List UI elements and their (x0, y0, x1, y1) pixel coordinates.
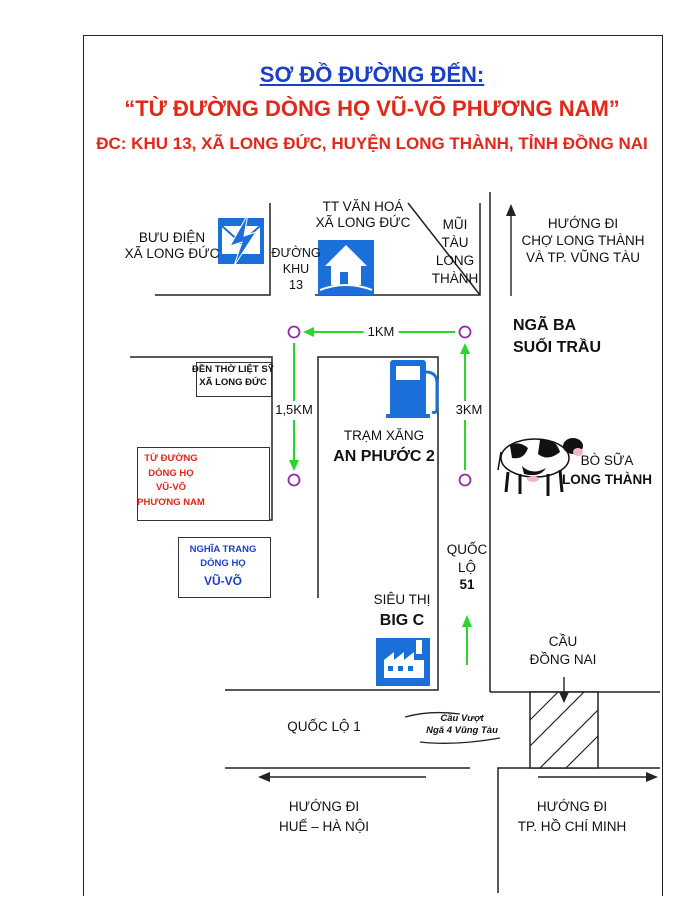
highway-51-label: QUỐC LỘ 51 (446, 542, 488, 593)
direction-west-label: HƯỚNG ĐI HUẾ – HÀ NỘI (278, 799, 370, 835)
mui-tau-label: MŨI TÀU LONG THÀNH (431, 217, 479, 286)
route-arrow-highway (462, 615, 472, 665)
memorial-label: ĐỀN THỜ LIỆT SỸ XÃ LONG ĐỨC (192, 364, 274, 388)
big-c-label: SIÊU THỊ BIG C (373, 592, 431, 629)
direction-north-label: HƯỚNG ĐI CHỢ LONG THÀNH VÀ TP. VŨNG TÀU (521, 216, 645, 265)
house-icon (318, 240, 374, 295)
dong-nai-bridge-label: CẦU ĐỒNG NAI (529, 634, 597, 667)
fuel-pump-icon (386, 360, 437, 418)
arrow-east (538, 772, 658, 782)
marker-bottom-right (460, 475, 471, 486)
marker-top-left (289, 327, 300, 338)
gas-station-label: TRẠM XĂNG AN PHƯỚC 2 (333, 428, 435, 465)
marker-top-right (460, 327, 471, 338)
cemetery-label: NGHĨA TRANG DÒNG HỌ VŨ-VÕ (189, 544, 257, 588)
dairy-label: BÒ SỮA LONG THÀNH (562, 453, 652, 487)
culture-center-label: TT VĂN HOÁ XÃ LONG ĐỨC (315, 199, 411, 230)
arrow-north (506, 204, 516, 296)
post-office-label: BƯU ĐIỆN XÃ LONG ĐỨC (124, 230, 220, 261)
marker-bottom-left (289, 475, 300, 486)
distance-left: 1,5KM (275, 401, 313, 420)
map-address: ĐC: KHU 13, XÃ LONG ĐỨC, HUYỆN LONG THÀNH, TỈNH ĐỒNG NAI (96, 134, 648, 153)
map-title: SƠ ĐỒ ĐƯỜNG ĐẾN: (259, 62, 485, 87)
arrow-west (258, 772, 426, 782)
mail-lightning-icon (218, 214, 264, 266)
bridge-hatch (530, 692, 598, 768)
ancestral-hall-label: TỪ ĐƯỜNG DÒNG HỌ VŨ-VÕ PHƯƠNG NAM (137, 453, 205, 509)
overpass-label: Cầu Vượt Ngã 4 Vũng Tàu (426, 713, 498, 736)
highway-1-label: QUỐC LỘ 1 (287, 719, 361, 734)
road-13-label: ĐƯỜNG KHU 13 (271, 246, 321, 292)
map-subtitle: “TỪ ĐƯỜNG DÒNG HỌ VŨ-VÕ PHƯƠNG NAM” (124, 96, 620, 121)
suoi-trau-label: NGÃ BA SUỐI TRẦU (513, 317, 601, 357)
factory-icon (376, 638, 430, 686)
distance-right: 3KM (456, 401, 483, 420)
distance-top: 1KM (364, 325, 399, 340)
direction-east-label: HƯỚNG ĐI TP. HỒ CHÍ MINH (517, 799, 627, 835)
